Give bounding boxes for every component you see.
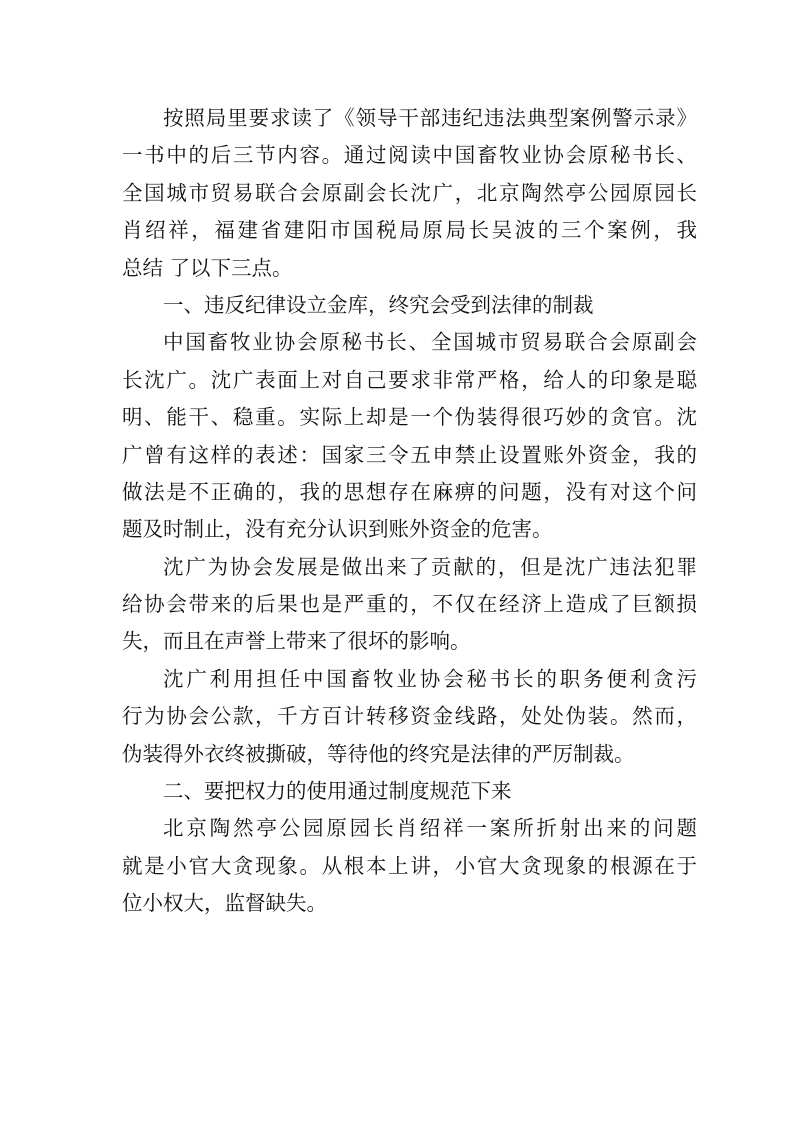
text-line: 伪装得外衣终被撕破，等待他的终究是法律的严厉制裁。: [122, 741, 635, 766]
text-line: 行为协会公款，千方百计转移资金线路，处处伪装。然而，: [122, 704, 697, 729]
text-line: 失，而且在声誉上带来了很坏的影响。: [122, 629, 471, 654]
text-line: 沈广为协会发展是做出来了贡献的，但是沈广违法犯罪: [163, 554, 697, 579]
text-line: 北京陶然亭公园原园长肖绍祥一案所折射出来的问题: [163, 816, 697, 841]
section-heading-1: 一、违反纪律设立金库，终究会受到法律的制裁: [163, 292, 594, 317]
text-line: 给协会带来的后果也是严重的，不仅在经济上造成了巨额损: [122, 592, 697, 617]
text-line: 总结 了以下三点。: [122, 255, 293, 280]
text-line: 长沈广。沈广表面上对自己要求非常严格，给人的印象是聪: [122, 367, 697, 392]
text-line: 做法是不正确的，我的思想存在麻痹的问题，没有对这个问: [122, 479, 697, 504]
text-line: 题及时制止，没有充分认识到账外资金的危害。: [122, 517, 553, 542]
text-line: 肖绍祥，福建省建阳市国税局原局长吴波的三个案例，我: [122, 218, 697, 243]
text-line: 中国畜牧业协会原秘书长、全国城市贸易联合会原副会: [163, 330, 697, 355]
text-line: 全国城市贸易联合会原副会长沈广，北京陶然亭公园原园长: [122, 180, 697, 205]
section-heading-2: 二、要把权力的使用通过制度规范下来: [163, 779, 512, 804]
text-line: 明、能干、稳重。实际上却是一个伪装得很巧妙的贪官。沈: [122, 405, 697, 430]
text-line: 就是小官大贪现象。从根本上讲，小官大贪现象的根源在于: [122, 853, 697, 878]
text-line: 沈广利用担任中国畜牧业协会秘书长的职务便利贪污: [163, 666, 697, 691]
text-line: 广曾有这样的表述：国家三令五申禁止设置账外资金，我的: [122, 442, 697, 467]
text-line: 一书中的后三节内容。通过阅读中国畜牧业协会原秘书长、: [122, 143, 697, 168]
text-line: 位小权大，监督缺失。: [122, 891, 327, 916]
document-body: [122, 100, 697, 923]
text-line: 按照局里要求读了《领导干部违纪违法典型案例警示录》: [163, 106, 697, 130]
